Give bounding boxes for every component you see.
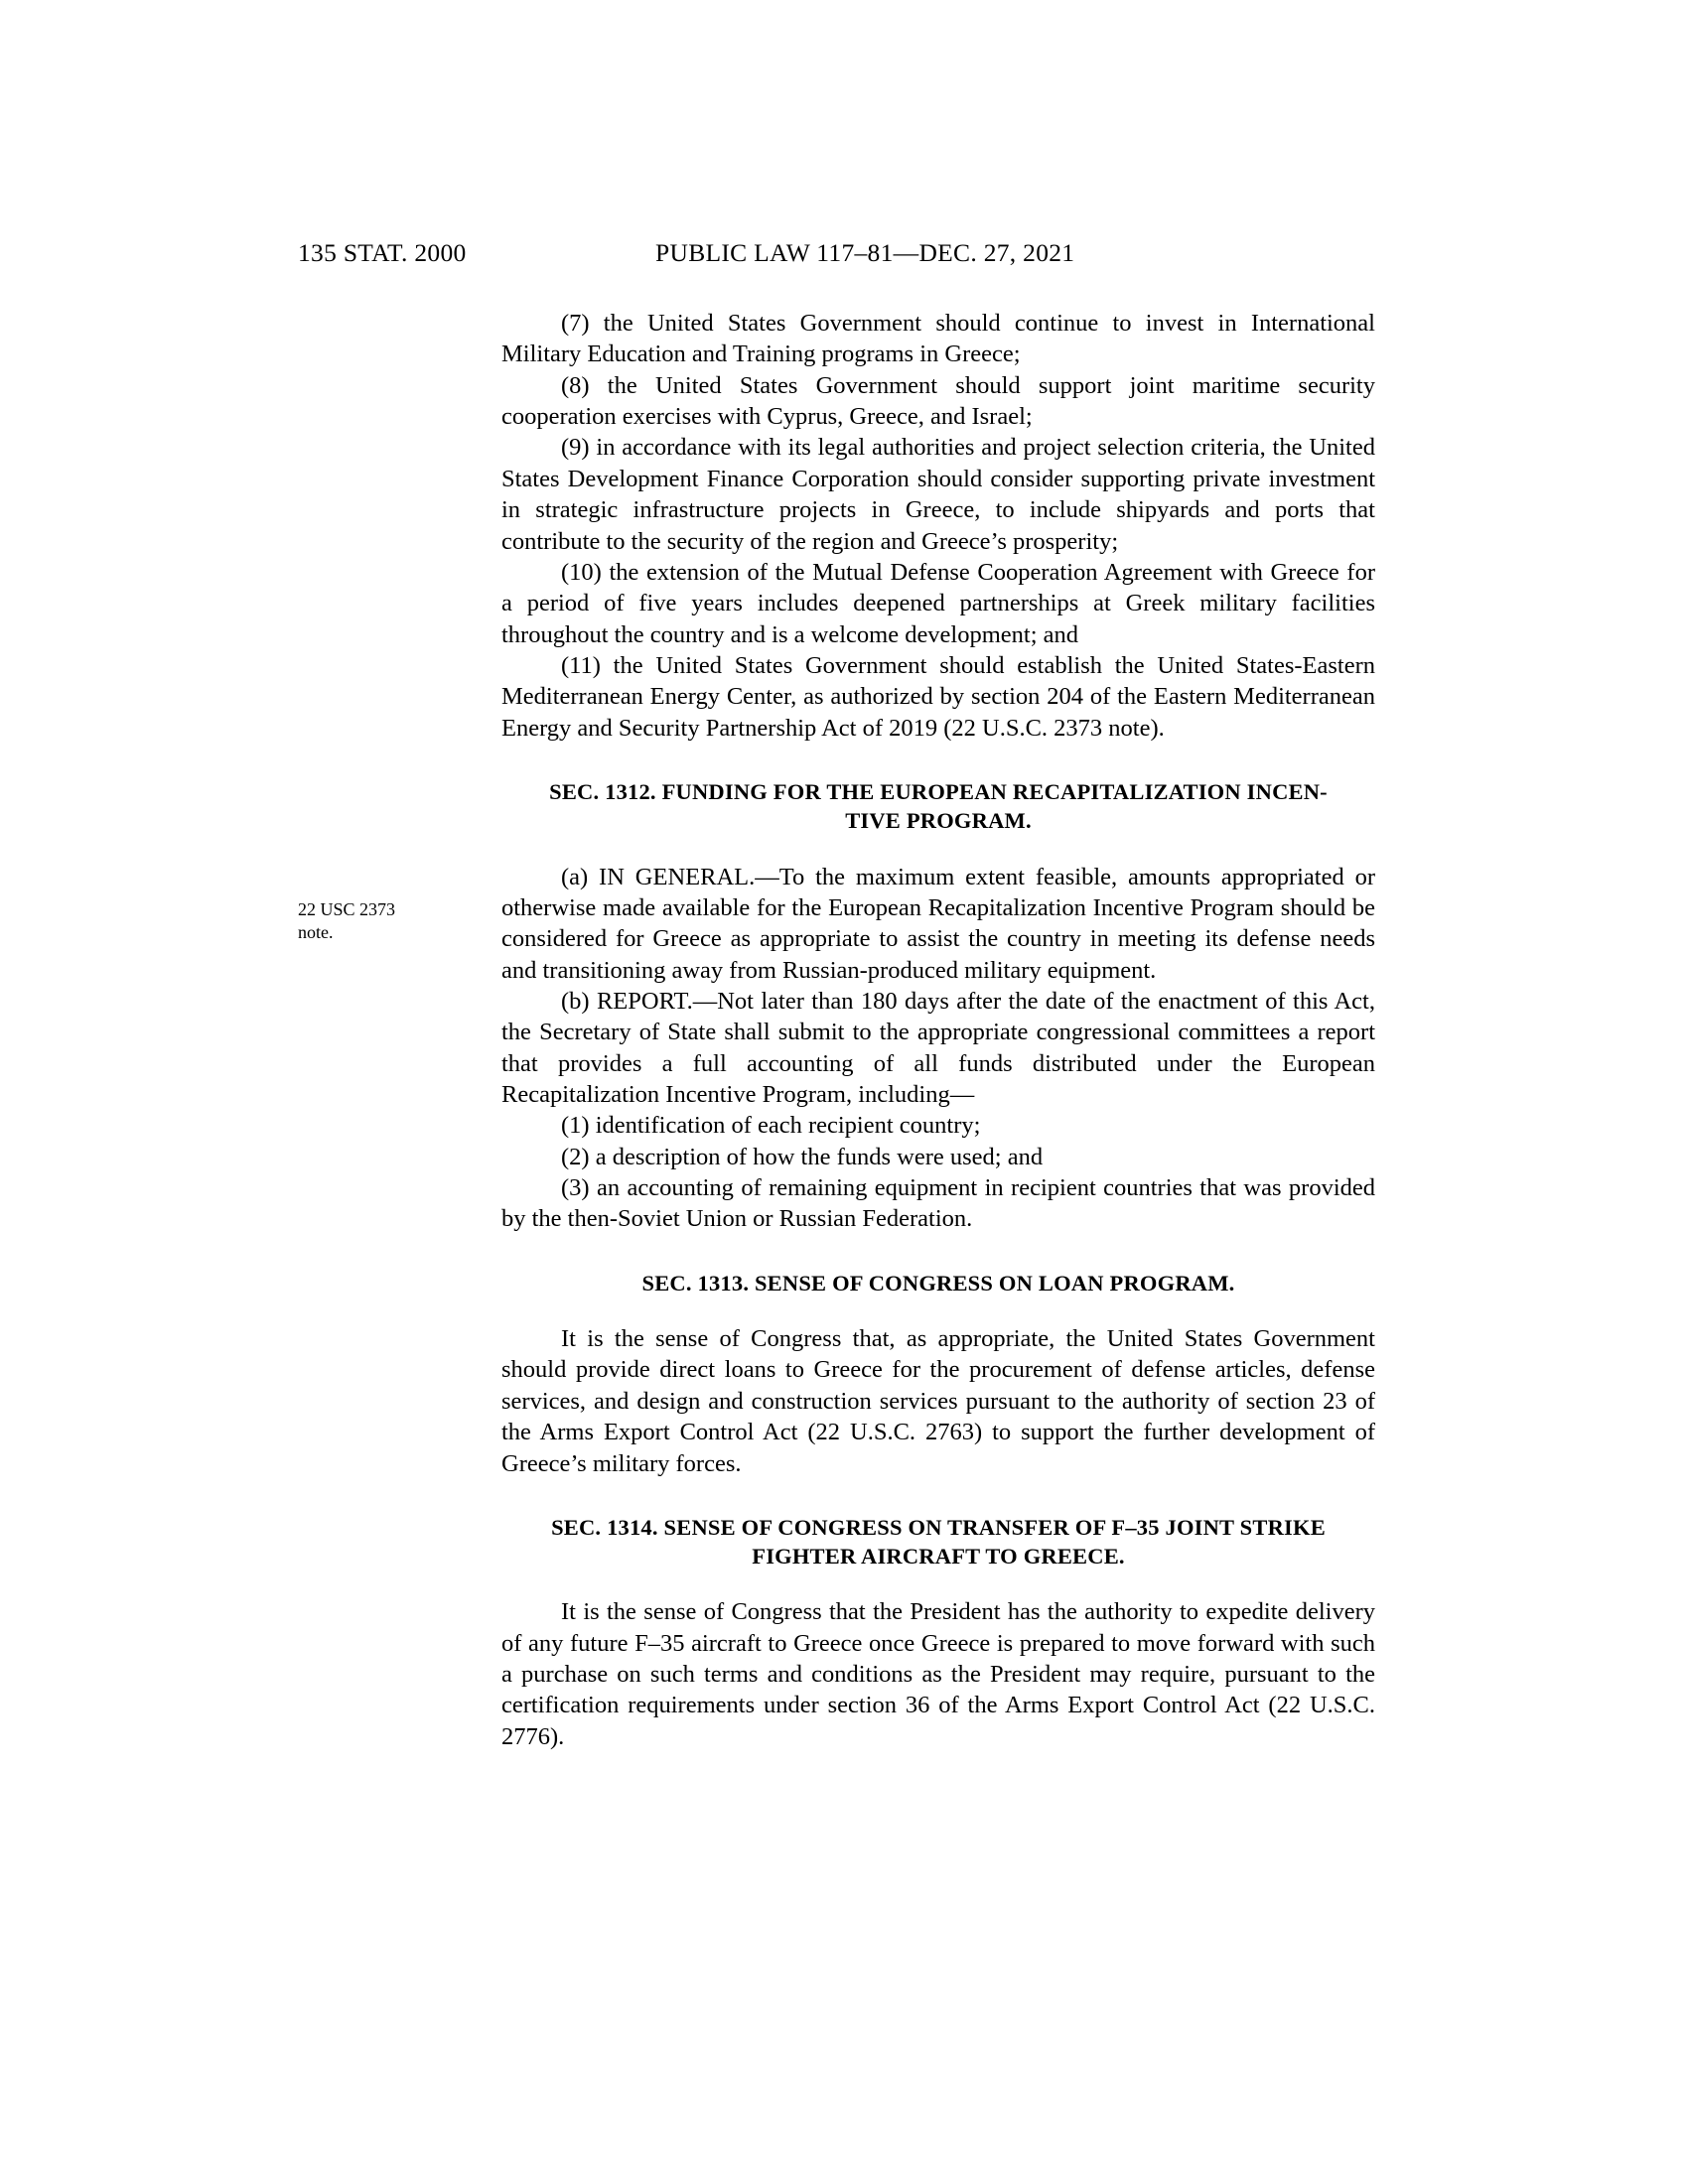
list-item: (8) the United States Government should support joint maritime security cooperation exercises with Cyprus, Greece, and Israel; bbox=[501, 371, 1375, 431]
section-heading-1313: SEC. 1313. SENSE OF CONGRESS ON LOAN PROGRAM. bbox=[641, 1270, 1235, 1296]
list-item: (9) in accordance with its legal authorities and project selection criteria, the United States Development Finance Corporation should consider supporting private investment in strategic infrastructure projects in Greece, to include shipyards and ports that contribute to the security of the region and Greece’s prosperity; bbox=[501, 434, 1375, 555]
spacer bbox=[501, 1570, 1375, 1596]
section-heading-1312-line2: TIVE PROGRAM. bbox=[845, 808, 1032, 834]
section-heading-1314-line1: SEC. 1314. SENSE OF CONGRESS ON TRANSFER OF F–35 JOINT STRIKE bbox=[551, 1514, 1326, 1540]
spacer bbox=[501, 1479, 1375, 1513]
list-item: (11) the United States Government should establish the United States-Eastern Mediterranean Energy Center, as authorized by section 204 of the Eastern Mediterranean Energy and Security Partnership Act of 2019 (22 U.S.C. 2373 note). bbox=[501, 651, 1375, 742]
list-item: (3) an accounting of remaining equipment in recipient countries that was provided by the then-Soviet Union or Russian Federation. bbox=[501, 1174, 1375, 1233]
document-body bbox=[501, 308, 1375, 1752]
statute-page-number: 135 STAT. 2000 bbox=[298, 238, 467, 267]
list-item: (10) the extension of the Mutual Defense Cooperation Agreement with Greece for a period of five years includes deepened partnerships at Greek military facilities throughout the country and is a welcome development; and bbox=[501, 558, 1375, 648]
section-1314-paragraph: It is the sense of Congress that the President has the authority to expedite delivery of any future F–35 aircraft to Greece once Greece is prepared to move forward with such a purchase on such terms and conditions as the President may require, pursuant to the certification requirements under section 36 of the Arms Export Control Act (22 U.S.C. 2776). bbox=[501, 1598, 1375, 1750]
spacer bbox=[501, 836, 1375, 862]
spacer bbox=[501, 1297, 1375, 1323]
list-item: (1) identification of each recipient country; bbox=[561, 1112, 981, 1140]
subsection-b-paragraph: (b) REPORT.—Not later than 180 days after the date of the enactment of this Act, the Secretary of State shall submit to the appropriate congressional committees a report that provides a full accounting of all funds distributed under the European Recapitalization Incentive Program, including— bbox=[501, 987, 1375, 1109]
subsection-a-paragraph: (a) IN GENERAL.—To the maximum extent feasible, amounts appropriated or otherwise made available for the European Recapitalization Incentive Program should be considered for Greece as appropriate to assist the country in meeting its defense needs and transitioning away from Russian-produced military equipment. bbox=[501, 863, 1375, 984]
margin-note-line2: note. bbox=[298, 921, 334, 942]
list-item: (2) a description of how the funds were used; and bbox=[561, 1143, 1044, 1170]
margin-note bbox=[298, 898, 477, 943]
section-heading-1314-line2: FIGHTER AIRCRAFT TO GREECE. bbox=[752, 1544, 1125, 1570]
section-heading-1312-line1: SEC. 1312. FUNDING FOR THE EUROPEAN RECAPITALIZATION INCEN- bbox=[549, 779, 1328, 805]
list-item: (7) the United States Government should continue to invest in International Military Education and Training programs in Greece; bbox=[501, 310, 1375, 368]
spacer bbox=[501, 744, 1375, 777]
margin-note-line1: 22 USC 2373 bbox=[298, 899, 396, 919]
spacer bbox=[501, 1235, 1375, 1269]
section-1313-paragraph: It is the sense of Congress that, as appropriate, the United States Government should provide direct loans to Greece for the procurement of defense articles, defense services, and design and construction services pursuant to the authority of section 23 of the Arms Export Control Act (22 U.S.C. 2763) to support the further development of Greece’s military forces. bbox=[501, 1325, 1375, 1477]
public-law-citation: PUBLIC LAW 117–81—DEC. 27, 2021 bbox=[655, 238, 1075, 267]
